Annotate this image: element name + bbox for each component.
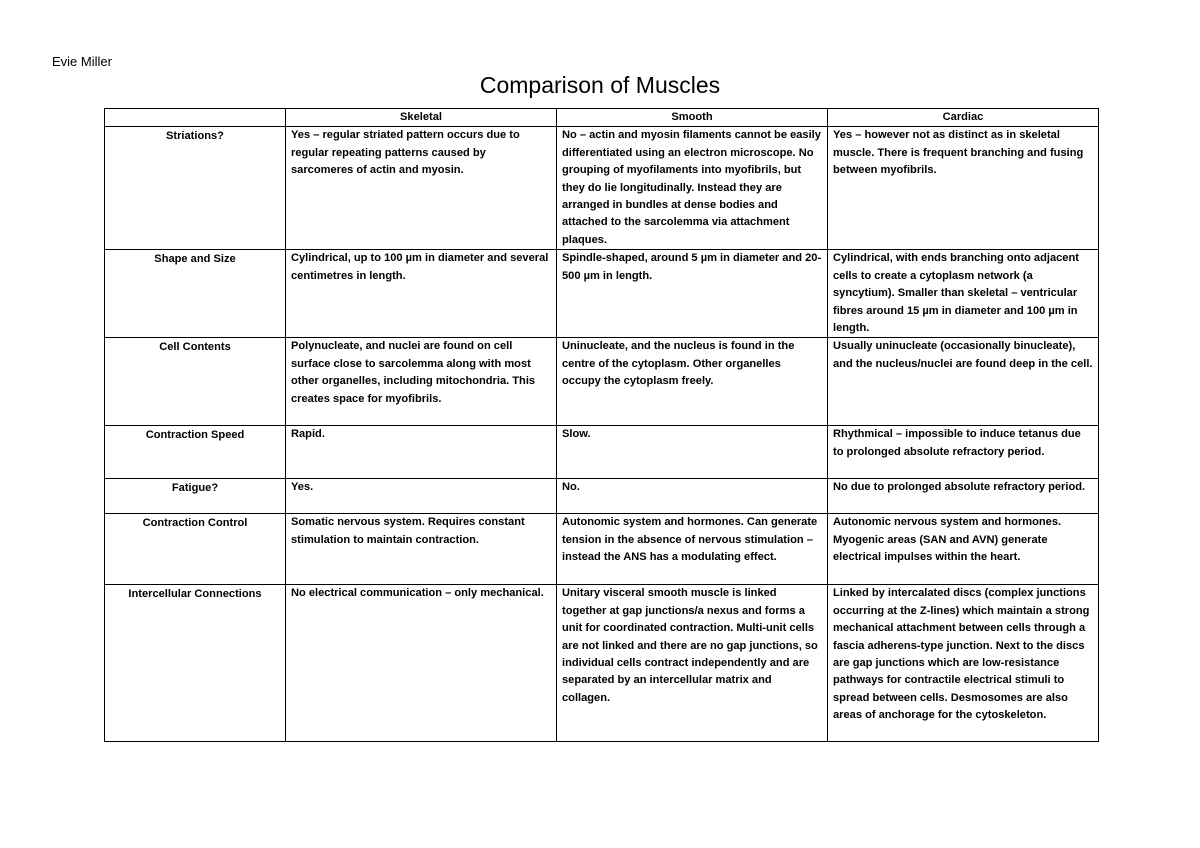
cell-skeletal: No electrical communication – only mechanical. [286,585,557,742]
cell-smooth: No. [557,479,828,514]
table-row [105,338,1099,426]
cell-smooth: Spindle-shaped, around 5 µm in diameter and 20-500 µm in length. [557,250,828,338]
row-label: Fatigue? [105,479,286,514]
row-label: Striations? [105,127,286,250]
table-row [105,250,1099,338]
cell-cardiac: Cylindrical, with ends branching onto adjacent cells to create a cytoplasm network (a syncytium). Smaller than skeletal – ventricular fibres around 15 µm in diameter and 100 µm in length. [828,250,1099,338]
row-label: Cell Contents [105,338,286,426]
table-row [105,426,1099,479]
cell-cardiac: Autonomic nervous system and hormones. Myogenic areas (SAN and AVN) generate electrical impulses within the heart. [828,514,1099,585]
cell-cardiac: Yes – however not as distinct as in skeletal muscle. There is frequent branching and fusing between myofibrils. [828,127,1099,250]
header-cell-cardiac: Cardiac [828,109,1099,127]
header-cell-smooth: Smooth [557,109,828,127]
table-row [105,479,1099,514]
cell-smooth: No – actin and myosin filaments cannot be easily differentiated using an electron microscope. No grouping of myofilaments into myofibrils, but they do lie longitudinally. Instead they are arranged in bundles at dense bodies and attached to the sarcolemma via attachment plaques. [557,127,828,250]
cell-smooth: Slow. [557,426,828,479]
cell-skeletal: Yes. [286,479,557,514]
table-row [105,514,1099,585]
cell-skeletal: Rapid. [286,426,557,479]
row-label: Contraction Speed [105,426,286,479]
cell-skeletal: Cylindrical, up to 100 µm in diameter and several centimetres in length. [286,250,557,338]
header-cell-skeletal: Skeletal [286,109,557,127]
cell-cardiac: Linked by intercalated discs (complex junctions occurring at the Z-lines) which maintain a strong mechanical attachment between cells through a fascia adherens-type junction. Next to the discs are gap junctions which are low-resistance pathways for contractile electrical stimuli to spread between cells. Desmosomes are also areas of anchorage for the cytoskeleton. [828,585,1099,742]
table-row [105,127,1099,250]
row-label: Contraction Control [105,514,286,585]
cell-cardiac: Rhythmical – impossible to induce tetanus due to prolonged absolute refractory period. [828,426,1099,479]
cell-cardiac: No due to prolonged absolute refractory period. [828,479,1099,514]
author-name: Evie Miller [52,54,112,69]
cell-smooth: Unitary visceral smooth muscle is linked together at gap junctions/a nexus and forms a unit for coordinated contraction. Multi-unit cells are not linked and there are no gap junctions, so individual cells contract independently and are separated by an intercellular matrix and collagen. [557,585,828,742]
page-title: Comparison of Muscles [479,72,721,98]
cell-smooth: Autonomic system and hormones. Can generate tension in the absence of nervous stimulation – instead the ANS has a modulating effect. [557,514,828,585]
comparison-table [104,108,1099,742]
cell-skeletal: Somatic nervous system. Requires constant stimulation to maintain contraction. [286,514,557,585]
header-cell-blank [105,109,286,127]
table-header-row [105,109,1099,127]
row-label: Shape and Size [105,250,286,338]
cell-smooth: Uninucleate, and the nucleus is found in the centre of the cytoplasm. Other organelles occupy the cytoplasm freely. [557,338,828,426]
table-row [105,585,1099,742]
row-label: Intercellular Connections [105,585,286,742]
cell-skeletal: Polynucleate, and nuclei are found on cell surface close to sarcolemma along with most other organelles, including mitochondria. This creates space for myofibrils. [286,338,557,426]
cell-cardiac: Usually uninucleate (occasionally binucleate), and the nucleus/nuclei are found deep in the cell. [828,338,1099,426]
cell-skeletal: Yes – regular striated pattern occurs due to regular repeating patterns caused by sarcomeres of actin and myosin. [286,127,557,250]
